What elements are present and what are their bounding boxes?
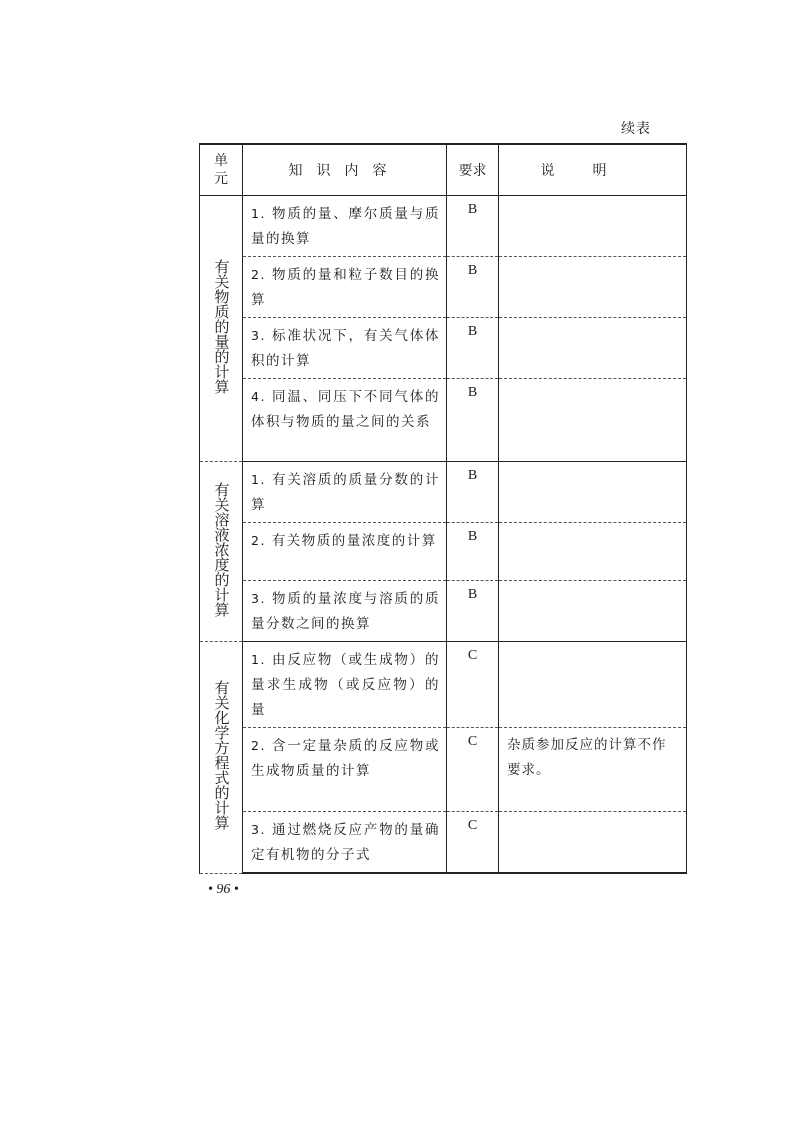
note-cell	[499, 379, 687, 462]
note-cell	[499, 642, 687, 728]
table-row	[200, 581, 687, 642]
requirement-cell: C	[447, 812, 499, 874]
table-row	[200, 318, 687, 379]
content-cell: 1. 有关溶质的质量分数的计算	[243, 462, 447, 523]
header-requirement: 要求	[447, 144, 499, 196]
note-cell	[499, 257, 687, 318]
page-number: • 96 •	[208, 882, 239, 897]
content-cell: 3. 标准状况下，有关气体体积的计算	[243, 318, 447, 379]
content-cell: 2. 物质的量和粒子数目的换算	[243, 257, 447, 318]
requirement-cell: C	[447, 642, 499, 728]
table-row	[200, 728, 687, 812]
content-cell: 2. 有关物质的量浓度的计算	[243, 523, 447, 581]
requirement-cell: B	[447, 257, 499, 318]
content-cell: 3. 通过燃烧反应产物的量确定有机物的分子式	[243, 812, 447, 874]
header-unit: 单元	[200, 144, 243, 196]
content-cell: 2. 含一定量杂质的反应物或生成物质量的计算	[243, 728, 447, 812]
table-row	[200, 257, 687, 318]
knowledge-requirements-table	[199, 143, 687, 874]
note-cell	[499, 581, 687, 642]
continued-table-label: 续表	[621, 121, 651, 137]
unit-cell: 有关溶液浓度的计算	[200, 462, 243, 642]
requirement-cell: B	[447, 379, 499, 462]
requirement-cell: B	[447, 523, 499, 581]
table-row	[200, 462, 687, 523]
content-cell: 4. 同温、同压下不同气体的体积与物质的量之间的关系	[243, 379, 447, 462]
table-header-row	[200, 144, 687, 196]
table-row	[200, 642, 687, 728]
requirement-cell: B	[447, 462, 499, 523]
content-cell: 1. 物质的量、摩尔质量与质量的换算	[243, 196, 447, 257]
table-row	[200, 379, 687, 462]
table-row	[200, 812, 687, 874]
header-note: 说明	[499, 144, 687, 196]
note-cell	[499, 523, 687, 581]
table-row	[200, 523, 687, 581]
requirement-cell: C	[447, 728, 499, 812]
header-content: 知识内容	[243, 144, 447, 196]
note-cell	[499, 196, 687, 257]
note-cell	[499, 812, 687, 874]
note-cell: 杂质参加反应的计算不作要求。	[499, 728, 687, 812]
content-cell: 3. 物质的量浓度与溶质的质量分数之间的换算	[243, 581, 447, 642]
unit-cell: 有关物质的量的计算	[200, 196, 243, 462]
requirement-cell: B	[447, 196, 499, 257]
table-row	[200, 196, 687, 257]
unit-cell: 有关化学方程式的计算	[200, 642, 243, 874]
requirement-cell: B	[447, 581, 499, 642]
note-cell	[499, 318, 687, 379]
note-cell	[499, 462, 687, 523]
content-cell: 1. 由反应物（或生成物）的量求生成物（或反应物）的量	[243, 642, 447, 728]
requirement-cell: B	[447, 318, 499, 379]
